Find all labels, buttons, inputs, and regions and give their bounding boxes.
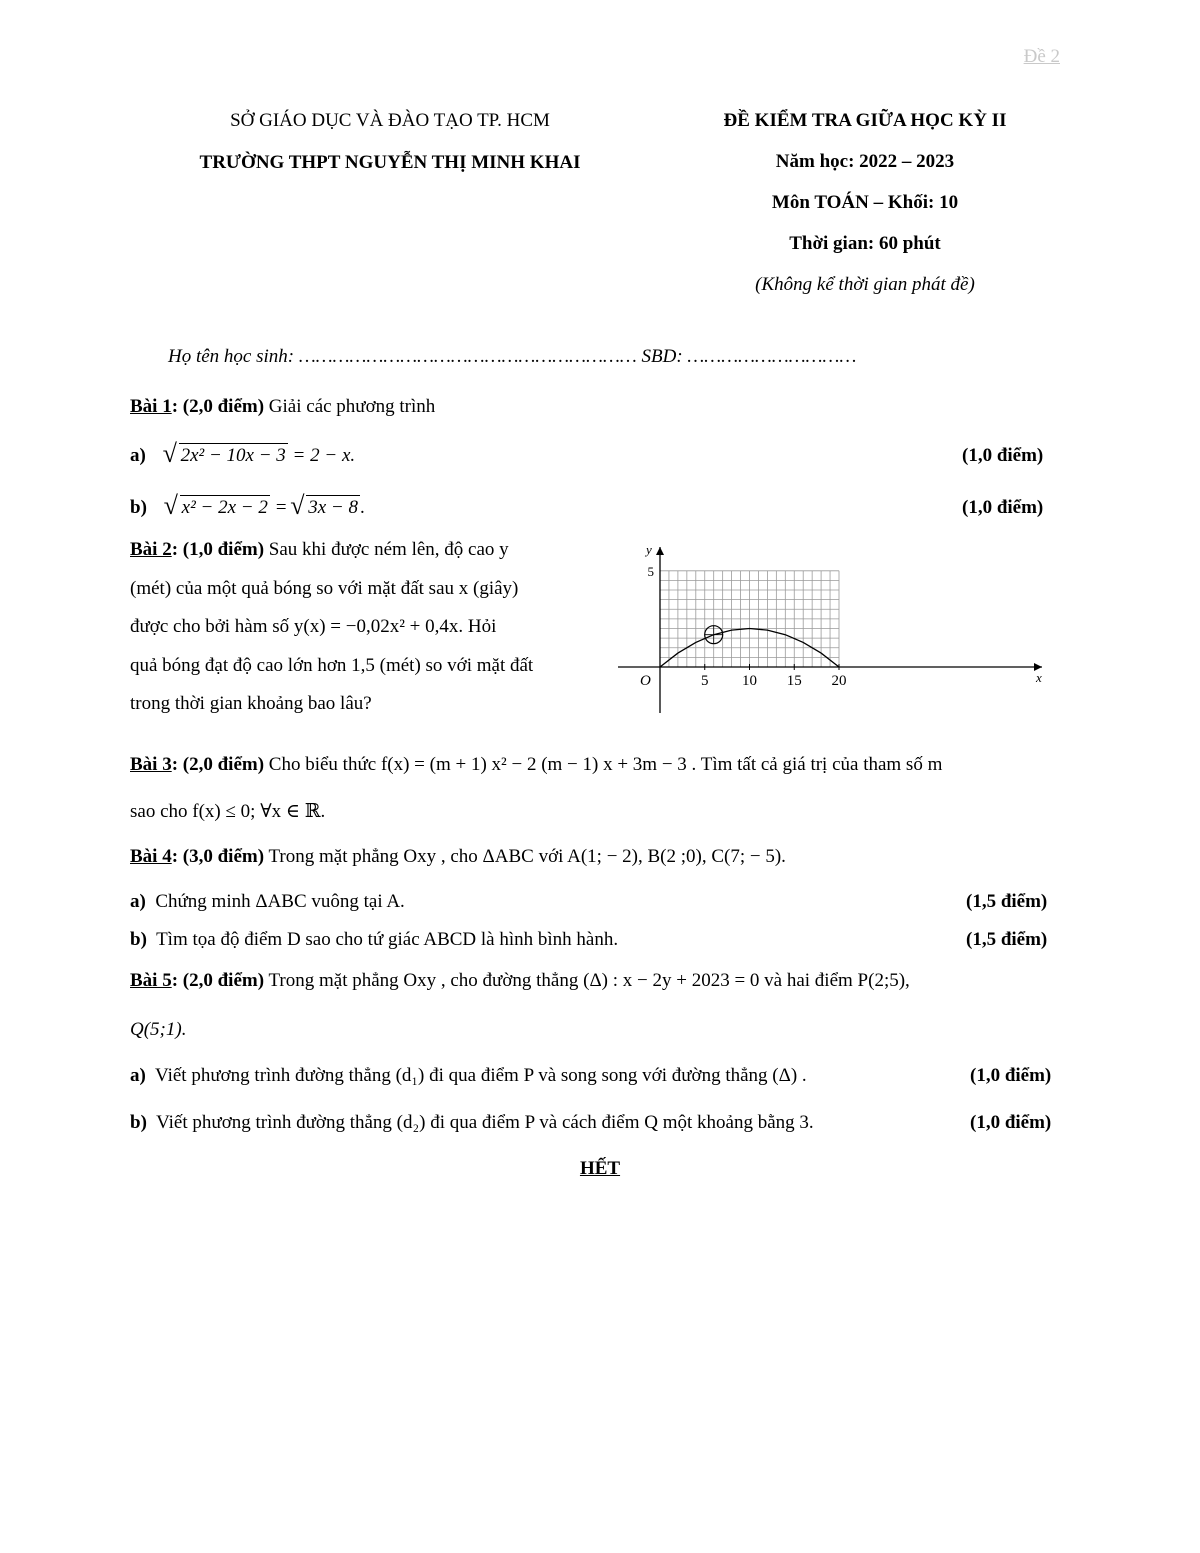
bai1-a	[130, 445, 355, 467]
exam-title: ĐỀ KIỂM TRA GIỮA HỌC KỲ II	[723, 110, 1007, 131]
y-axis-arrow	[656, 547, 664, 555]
bai1-b-lhs: x² − 2x − 2	[181, 497, 268, 518]
bai4-b-text: Tìm tọa độ điểm D sao cho tứ giác ABCD là hình bình hành.	[156, 929, 619, 950]
page-tag: Đề 2	[1023, 46, 1060, 67]
school-name: TRƯỜNG THPT NGUYỄN THỊ MINH KHAI	[199, 152, 581, 173]
bai3-label: Bài 3	[130, 754, 172, 775]
bai4-a-points: (1,5 điểm)	[966, 891, 1048, 912]
bai5-b	[130, 1112, 814, 1134]
bai2-label: Bài 2	[130, 539, 172, 560]
bai4-a-text: Chứng minh ΔABC vuông tại A.	[155, 891, 405, 912]
x-tick-label: 15	[786, 673, 802, 689]
y-axis-label: y	[646, 542, 652, 557]
end-mark: HẾT	[579, 1158, 621, 1179]
bai1-b-label: b)	[130, 497, 147, 518]
bai1-b-eq: =	[269, 497, 293, 518]
bai5-b-points: (1,0 điểm)	[970, 1112, 1052, 1133]
bai5-a-points: (1,0 điểm)	[970, 1065, 1052, 1086]
bai1-a-points: (1,0 điểm)	[962, 445, 1044, 466]
subject: Môn TOÁN – Khối: 10	[771, 192, 959, 213]
x-tick-label: 5	[701, 673, 709, 689]
bai5-line-2: Q(5;1).	[130, 1019, 187, 1040]
bai1-label: Bài 1	[130, 396, 172, 417]
bai5-label: Bài 5	[130, 970, 172, 991]
bai4-a	[130, 891, 405, 913]
bai2-text-1: Sau khi được ném lên, độ cao y	[268, 539, 509, 560]
bai1-a-sqrt	[165, 445, 288, 467]
bai1-b-end: .	[359, 497, 365, 518]
bai5-b-label: b)	[130, 1112, 147, 1133]
bai1-a-lhs: 2x² − 10x − 3	[180, 445, 286, 466]
bai4-b-points: (1,5 điểm)	[966, 929, 1048, 950]
bai2-paragraph	[130, 531, 605, 724]
bai2-line-2: (mét) của một quả bóng so với mặt đất sau x (giây)	[130, 577, 519, 599]
bai2-points: (1,0 điểm)	[182, 539, 265, 560]
header-left	[130, 100, 650, 184]
bai1-b-sqrt-left	[166, 497, 270, 519]
bai5-text-1: Trong mặt phẳng Oxy , cho đường thẳng (Δ) : x − 2y + 2023 = 0 và hai điểm P(2;5),	[268, 970, 910, 991]
school-year: Năm học: 2022 – 2023	[775, 151, 955, 172]
bai5-points: (2,0 điểm)	[182, 970, 265, 991]
x-tick-label: 20	[831, 673, 847, 689]
header-right	[680, 100, 1050, 305]
y-tick-label: 5	[647, 563, 654, 579]
bai1-b	[130, 497, 365, 519]
bai5-a-label: a)	[130, 1065, 146, 1086]
bai1-b-rhs: 3x − 8	[308, 497, 358, 518]
bai5-a	[130, 1065, 807, 1087]
bai4-b-label: b)	[130, 929, 147, 950]
bai1-a-rhs: = 2 − x.	[287, 445, 356, 466]
bai1-text: Giải các phương trình	[268, 396, 436, 417]
bai3-points: (2,0 điểm)	[182, 754, 265, 775]
bai4-text: Trong mặt phẳng Oxy , cho ΔABC với A(1; − 2), B(2 ;0), C(7; − 5).	[268, 846, 786, 867]
bai1-points: (2,0 điểm)	[182, 396, 265, 417]
duration-note: (Không kể thời gian phát đề)	[755, 274, 975, 295]
bai4-points: (3,0 điểm)	[182, 846, 265, 867]
bai2-line-1: Bài 2: (1,0 điểm) Sau khi được ném lên, độ cao y	[130, 539, 509, 560]
bai3-line-1: Bài 3: (2,0 điểm) Cho biểu thức f(x) = (m + 1) x² − 2 (m − 1) x + 3m − 3 . Tìm tất cả giá trị của tham số m	[130, 754, 943, 775]
bai2-line-4: quả bóng đạt độ cao lớn hơn 1,5 (mét) so với mặt đất	[130, 654, 534, 676]
student-info-line: Họ tên học sinh: …………………………………………………… SBD: …………………………	[168, 346, 857, 367]
bai4-a-label: a)	[130, 891, 146, 912]
bai1-heading: Bài 1: (2,0 điểm) Giải các phương trình	[130, 396, 436, 417]
bai3-text-1: Cho biểu thức f(x) = (m + 1) x² − 2 (m − 1) x + 3m − 3 . Tìm tất cả giá trị của tham số m	[268, 754, 943, 775]
x-tick-label: 10	[742, 673, 757, 689]
bai5-b-text: Viết phương trình đường thẳng (d₂) đi qua điểm P và cách điểm Q một khoảng bằng 3.	[156, 1112, 814, 1133]
bai2-line-5: trong thời gian khoảng bao lâu?	[130, 693, 372, 714]
bai4-heading: Bài 4: (3,0 điểm) Trong mặt phẳng Oxy , cho ΔABC với A(1; − 2), B(2 ;0), C(7; − 5).	[130, 846, 786, 867]
bai4-label: Bài 4	[130, 846, 172, 867]
bai1-a-label: a)	[130, 445, 146, 466]
graph-grid	[660, 571, 839, 667]
bai4-b	[130, 929, 618, 951]
bai3-line-2: sao cho f(x) ≤ 0; ∀x ∈ ℝ.	[130, 801, 326, 822]
bai2-line-3: được cho bởi hàm số y(x) = −0,02x² + 0,4x. Hỏi	[130, 616, 497, 637]
x-axis-label: x	[1036, 670, 1042, 685]
origin-label: O	[640, 673, 651, 689]
duration: Thời gian: 60 phút	[789, 233, 941, 254]
department-name: SỞ GIÁO DỤC VÀ ĐÀO TẠO TP. HCM	[230, 110, 550, 131]
bai1-b-points: (1,0 điểm)	[962, 497, 1044, 518]
trajectory-graph	[610, 535, 1060, 720]
bai5-line-1: Bài 5: (2,0 điểm) Trong mặt phẳng Oxy , cho đường thẳng (Δ) : x − 2y + 2023 = 0 và hai điểm P(2;5),	[130, 970, 910, 991]
bai5-a-text: Viết phương trình đường thẳng (d₁) đi qua điểm P và song song với đường thẳng (Δ) .	[155, 1065, 807, 1086]
bai1-b-sqrt-right	[292, 497, 360, 519]
